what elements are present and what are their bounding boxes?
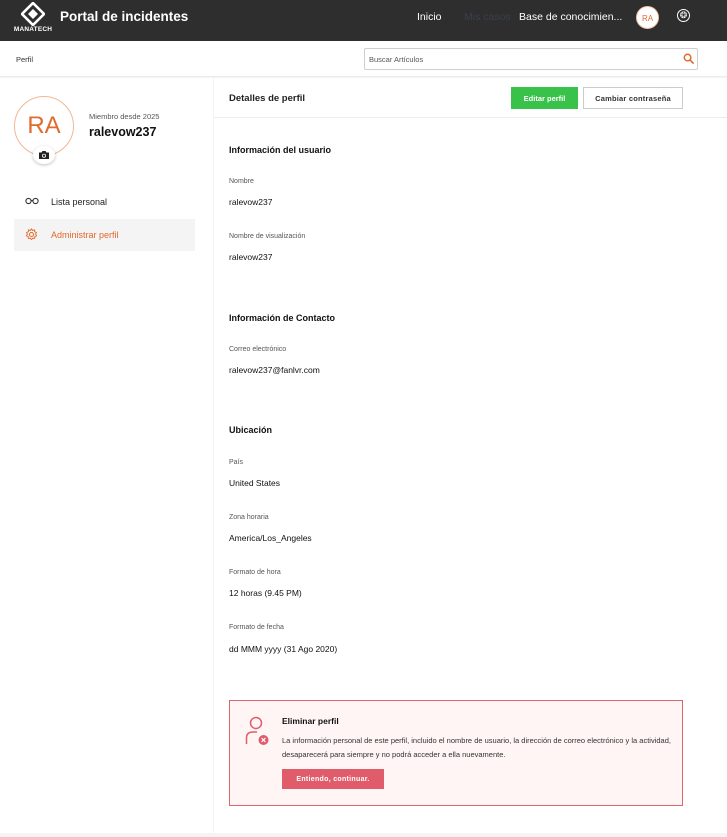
nav-inicio[interactable]: Inicio xyxy=(417,11,442,23)
breadcrumb[interactable]: Perfil xyxy=(16,55,34,64)
sidebar-item-label: Lista personal xyxy=(51,197,108,207)
section-title-location: Ubicación xyxy=(229,425,273,435)
field-label-timezone: Zona horaria xyxy=(229,514,269,521)
nav-mis-casos[interactable]: Mis casos xyxy=(464,11,511,23)
search-input[interactable] xyxy=(369,51,669,67)
details-header xyxy=(214,78,727,118)
field-label-country: País xyxy=(229,459,244,466)
sidebar-item-lista-personal[interactable] xyxy=(14,186,195,218)
profile-avatar: RA xyxy=(14,96,74,156)
delete-profile-description: La información personal de este perfil, incluido el nombre de usuario, la dirección de correo electrónico y la actividad, desaparecerá para siempre y no podrá acceder a ella nuevamente. xyxy=(282,736,671,759)
delete-profile-panel xyxy=(229,700,683,806)
diamond-logo-icon xyxy=(21,2,45,26)
search-icon[interactable] xyxy=(683,53,694,64)
top-navigation-bar xyxy=(0,0,727,41)
field-value-date-format: dd MMM yyyy (31 Ago 2020) xyxy=(229,644,338,654)
sidebar-item-label: Administrar perfil xyxy=(51,230,119,240)
field-value-email: ralevow237@fanlvr.com xyxy=(229,365,320,375)
search-box[interactable] xyxy=(364,48,698,70)
field-value-display-name: ralevow237 xyxy=(229,252,273,262)
edit-profile-button[interactable]: Editar perfil xyxy=(511,87,578,109)
section-title-user-info: Información del usuario xyxy=(229,145,332,155)
accessibility-icon[interactable]: ❂ xyxy=(677,9,690,22)
sidebar-item-administrar-perfil[interactable] xyxy=(14,219,195,251)
field-value-country: United States xyxy=(229,478,281,488)
manatech-logo[interactable] xyxy=(12,2,54,38)
gear-icon xyxy=(25,228,38,241)
nav-base-conocimiento[interactable]: Base de conocimien... xyxy=(519,11,623,23)
brand-name: MANATECH xyxy=(13,26,53,33)
field-value-name: ralevow237 xyxy=(229,197,273,207)
camera-icon xyxy=(38,150,50,160)
confirm-delete-button[interactable]: Entiendo, continuar. xyxy=(282,769,384,789)
delete-user-icon xyxy=(245,716,271,746)
field-label-time-format: Formato de hora xyxy=(229,569,281,576)
page-title: Detalles de perfil xyxy=(229,93,306,104)
glasses-icon xyxy=(25,195,39,207)
profile-sidebar xyxy=(0,78,213,833)
field-value-timezone: America/Los_Angeles xyxy=(229,533,312,543)
field-label-date-format: Formato de fecha xyxy=(229,624,284,631)
sub-header xyxy=(0,41,727,77)
field-label-email: Correo electrónico xyxy=(229,346,287,353)
change-password-button[interactable]: Cambiar contraseña xyxy=(583,87,683,109)
field-label-display-name: Nombre de visualización xyxy=(229,233,306,240)
profile-username: ralevow237 xyxy=(89,125,157,139)
section-title-contact-info: Información de Contacto xyxy=(229,313,336,323)
profile-details-panel xyxy=(214,78,727,833)
member-since: Miembro desde 2025 xyxy=(89,112,160,121)
delete-profile-title: Eliminar perfil xyxy=(282,716,339,726)
portal-title[interactable]: Portal de incidentes xyxy=(60,9,189,24)
change-photo-button[interactable] xyxy=(33,146,55,164)
user-avatar-button[interactable]: RA xyxy=(636,6,659,29)
field-label-name: Nombre xyxy=(229,178,254,185)
field-value-time-format: 12 horas (9.45 PM) xyxy=(229,588,302,598)
